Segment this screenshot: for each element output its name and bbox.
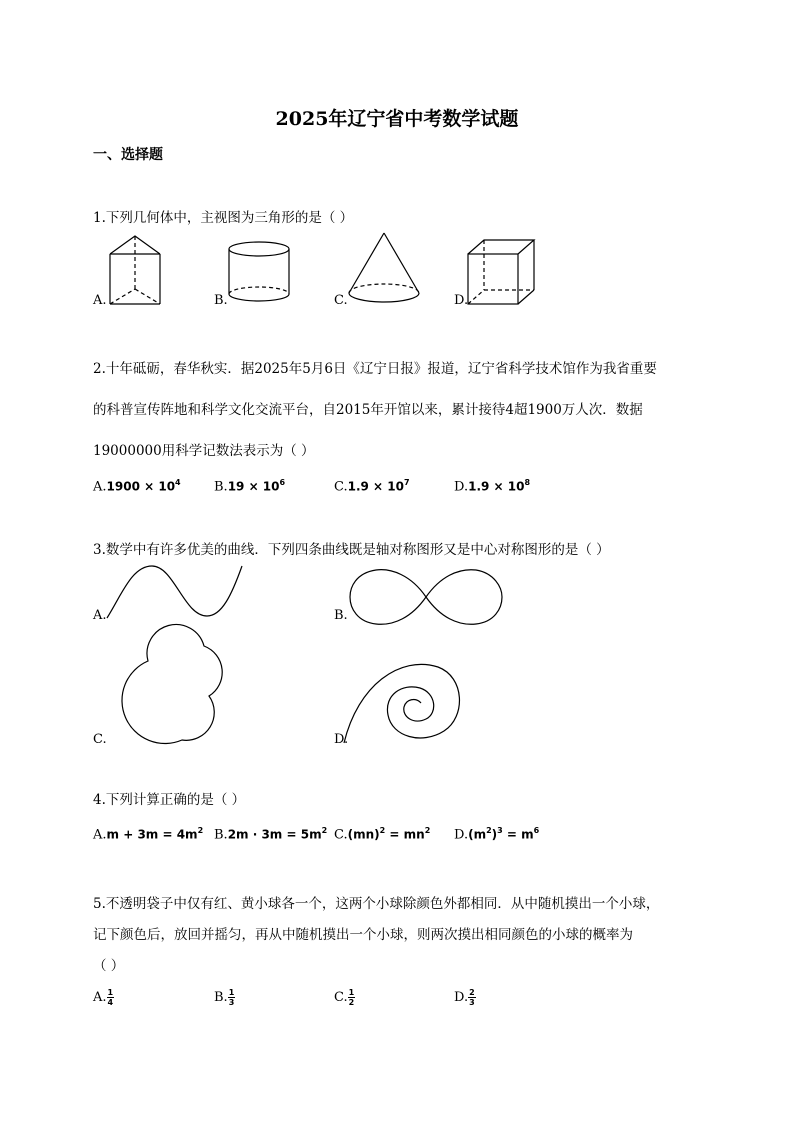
- q1-option-a-label: A.: [93, 293, 107, 308]
- q2-option-c-label: C.: [334, 479, 348, 495]
- q2-option-d: [454, 478, 530, 494]
- q4-option-a: [93, 826, 203, 842]
- q5-option-c-label: C.: [334, 990, 348, 1005]
- q4-option-c-label: C.: [334, 827, 348, 843]
- trefoil-curve-figure: [103, 627, 228, 752]
- triangular-prism-figure: [100, 232, 170, 312]
- q4-option-c: [334, 826, 430, 842]
- q4-option-d: [454, 826, 539, 842]
- sine-curve-figure: [104, 562, 249, 622]
- q4-option-d-label: D.: [454, 827, 469, 843]
- q5-option-b-label: B.: [214, 990, 228, 1005]
- q1-option-c-label: C.: [334, 293, 348, 308]
- q4-option-a-label: A.: [93, 827, 107, 843]
- cone-figure: [343, 230, 428, 310]
- q3-option-c-label: C.: [93, 732, 107, 747]
- q5-option-b-fraction: [228, 988, 236, 1007]
- q4-option-b: [214, 826, 327, 842]
- q5-option-c: [334, 988, 355, 1007]
- q4-option-d-mid: ): [491, 827, 498, 842]
- cube-figure: [462, 236, 542, 311]
- q2-stem-line-1: 2.十年砥砺，春华秋实．据2025年5月6日《辽宁日报》报道，辽宁省科学技术馆作为我省重要: [93, 361, 657, 377]
- q3-stem: 3.数学中有许多优美的曲线．下列四条曲线既是轴对称图形又是中心对称图形的是（ ）: [93, 542, 610, 558]
- q4-option-c-sup2: 2: [424, 826, 431, 835]
- q3-option-d-label: D.: [334, 732, 349, 747]
- q5-option-c-fraction: [348, 988, 356, 1007]
- q5-option-b-denominator: 3: [228, 998, 235, 1007]
- q2-option-d-exp: 8: [524, 478, 531, 487]
- q4-option-b-label: B.: [214, 827, 228, 843]
- lemniscate-curve-figure: [346, 565, 506, 630]
- q5-option-b-numerator: 1: [228, 988, 235, 997]
- q4-option-a-sup: 2: [197, 826, 204, 835]
- q5-option-a-label: A.: [93, 990, 107, 1005]
- cylinder-figure: [222, 238, 297, 308]
- q5-option-a-fraction: [107, 988, 115, 1007]
- q2-option-a-base: 1900 × 10: [106, 479, 176, 494]
- q2-option-c: [334, 478, 410, 494]
- q2-option-b-exp: 6: [279, 478, 286, 487]
- q4-option-b-expr: 2m · 3m = 5m: [227, 827, 322, 842]
- q2-option-b-base: 19 × 10: [227, 479, 280, 494]
- q5-option-a-denominator: 4: [107, 998, 114, 1007]
- q2-stem-line-2: 的科普宣传阵地和科学文化交流平台，自2015年开馆以来，累计接待4超1900万人次．数据: [93, 402, 643, 418]
- q4-option-a-expr: m + 3m = 4m: [106, 827, 198, 842]
- page-title: 2025年辽宁省中考数学试题: [275, 108, 519, 130]
- q5-stem-line-1: 5.不透明袋子中仅有红、黄小球各一个，这两个小球除颜色外都相同．从中随机摸出一个小球，: [93, 896, 660, 912]
- q4-option-c-pre: (mn): [347, 827, 380, 842]
- section-heading: 一、选择题: [93, 147, 163, 163]
- q2-option-b: [214, 478, 285, 494]
- q5-option-b: [214, 988, 235, 1007]
- q2-option-a: [93, 478, 181, 494]
- q5-option-c-denominator: 2: [348, 998, 355, 1007]
- q5-option-c-numerator: 1: [348, 988, 355, 997]
- q4-option-d-sup1: 2: [486, 826, 492, 835]
- q4-stem: 4.下列计算正确的是（ ）: [93, 792, 246, 808]
- q1-option-b-label: B.: [214, 293, 228, 308]
- q2-option-d-base: 1.9 × 10: [468, 479, 525, 494]
- spiral-curve-figure: [340, 655, 470, 750]
- q5-stem-line-2: 记下颜色后，放回并摇匀，再从中随机摸出一个小球，则两次摸出相同颜色的小球的概率为: [93, 927, 633, 943]
- q1-option-d-label: D.: [454, 293, 469, 308]
- q2-option-c-exp: 7: [404, 478, 410, 487]
- q5-option-a: [93, 988, 114, 1007]
- q5-option-d-denominator: 3: [469, 998, 475, 1007]
- q5-option-d-numerator: 2: [469, 988, 475, 997]
- q5-option-a-numerator: 1: [107, 988, 114, 997]
- q3-option-b-label: B.: [334, 608, 348, 623]
- q2-stem-line-3: 19000000用科学记数法表示为（ ）: [93, 443, 315, 459]
- q3-option-a-label: A.: [93, 608, 107, 623]
- q5-stem-line-3: （ ）: [93, 958, 125, 974]
- q4-option-c-sup1: 2: [379, 826, 386, 835]
- q5-option-d: [454, 988, 476, 1007]
- q4-option-c-mid: = mn: [385, 827, 425, 842]
- q4-option-b-sup: 2: [321, 826, 328, 835]
- q1-stem: 1.下列几何体中，主视图为三角形的是（ ）: [93, 210, 354, 226]
- q4-option-d-sup2: 3: [497, 826, 503, 835]
- q5-option-d-fraction: [468, 988, 476, 1007]
- q2-option-b-label: B.: [214, 479, 228, 495]
- q2-option-a-label: A.: [93, 479, 107, 495]
- q4-option-d-sup3: 6: [533, 826, 540, 835]
- q4-option-d-post: = m: [502, 827, 534, 842]
- q4-option-d-pre: (m: [468, 827, 487, 842]
- q2-option-d-label: D.: [454, 479, 469, 495]
- q2-option-c-base: 1.9 × 10: [347, 479, 404, 494]
- q5-option-d-label: D.: [454, 990, 469, 1005]
- q2-option-a-exp: 4: [175, 478, 181, 487]
